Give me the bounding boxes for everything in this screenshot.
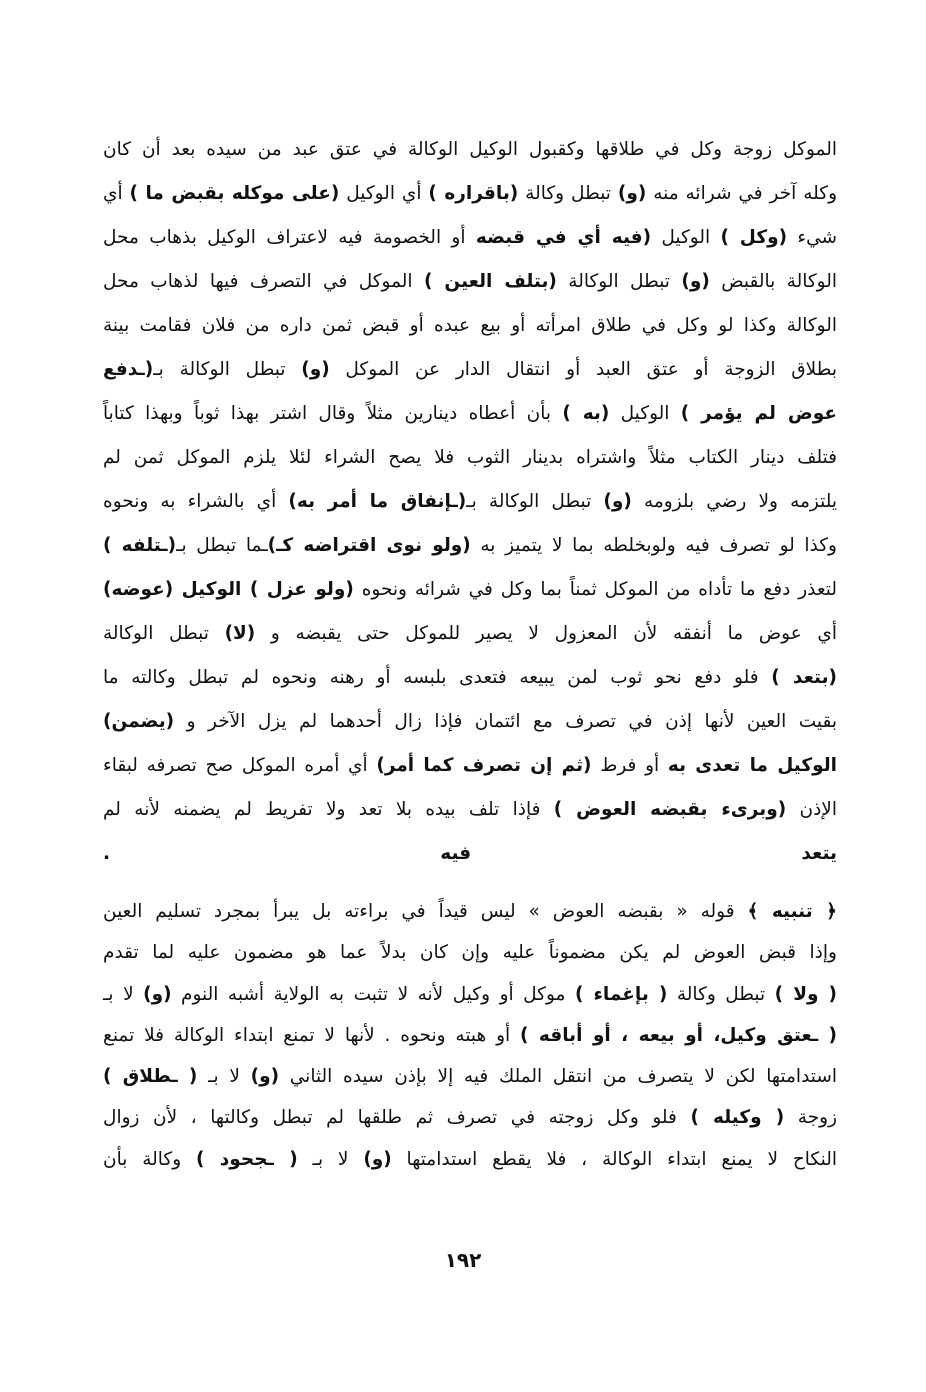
bold-matn-text: (و): [301, 359, 330, 380]
bold-matn-text: (على موكله بقبض ما ): [129, 183, 340, 204]
bold-matn-text: ( ـعتق وكيل، أو بيعه ، أو أباقه ): [520, 1024, 838, 1046]
page-number: ١٩٢: [444, 1248, 482, 1272]
text-line: [103, 974, 837, 1015]
commentary-text: لا بـ: [297, 1148, 364, 1170]
text-line: [103, 1056, 837, 1097]
bold-matn-text: (ـإنفاق ما أمر به): [288, 491, 467, 512]
commentary-text: أو هبته ونحوه . لأنها لا تمنع ابتداء الوكالة فلا تمنع: [103, 1024, 521, 1046]
bold-matn-text: ( وكيله ): [690, 1107, 785, 1129]
commentary-text: تبطل الوكالة: [556, 271, 682, 292]
bold-matn-text: (و): [603, 491, 632, 512]
commentary-text: تبطل الوكالة بـ: [466, 491, 604, 512]
text-line: [103, 1015, 837, 1056]
commentary-text: يلتزمه ولا رضي بلزومه: [631, 491, 837, 512]
commentary-text: فتلف دينار الكتاب مثلاً واشتراه بدينار الثوب فلا يصح الشراء لئلا يلزم الموكل ثمن لم: [103, 447, 837, 468]
commentary-text: أو فرط: [591, 755, 668, 776]
text-line: [103, 524, 837, 568]
commentary-text: الوكالة بالقبض: [709, 271, 837, 292]
commentary-text: النكاح لا يمنع ابتداء الوكالة ، فلا يقطع استدامتها: [391, 1148, 837, 1170]
commentary-text: أي عوض ما أنفقه لأن المعزول لا يصير للموكل حتى يقبضه و: [255, 623, 838, 644]
text-line: [103, 436, 837, 480]
commentary-text: تبطل وكالة: [667, 983, 775, 1005]
commentary-text: الوكيل: [609, 403, 681, 424]
text-line: [103, 700, 837, 744]
bold-matn-text: (ولو عزل ) الوكيل (عوضه): [103, 579, 354, 600]
bold-matn-text: الوكيل ما تعدى به: [667, 755, 837, 776]
bold-matn-text: ( بإغماء ): [574, 983, 668, 1005]
commentary-text: وكله آخر في شرائه منه: [646, 183, 838, 204]
commentary-text: أو الخصومة فيه لاعتراف الوكيل بذهاب محل: [103, 227, 476, 248]
commentary-text: استدامتها لكن لا يتصرف من انتقل الملك فيه إلا بإذن سيده الثاني: [279, 1066, 838, 1088]
bold-matn-text: يتعد فيه .: [103, 843, 837, 864]
bold-matn-text: (وكل ): [720, 227, 788, 248]
commentary-text: الإذن: [786, 799, 837, 820]
bold-matn-text: (ـدفع: [103, 359, 154, 380]
commentary-text: ـما تبطل بـ: [176, 535, 268, 556]
text-line: [103, 128, 837, 172]
text-line: [103, 744, 837, 788]
commentary-text: الوكيل: [651, 227, 721, 248]
commentary-text: لا بـ: [197, 1066, 251, 1088]
text-line: [103, 172, 837, 216]
paragraph-note: [103, 891, 837, 1180]
text-line: [103, 656, 837, 700]
commentary-text: قوله « بقبضه العوض » ليس قيداً في براءته بل يبرأ بمجرد تسليم العين: [103, 901, 748, 922]
text-line: [103, 568, 837, 612]
commentary-text: تبطل الوكالة بـ: [153, 359, 302, 380]
commentary-text: موكل أو وكيل لأنه لا تثبت به الولاية أشبه النوم: [171, 983, 575, 1005]
bold-matn-text: (و): [681, 271, 710, 292]
text-line: [103, 260, 837, 304]
commentary-text: لا بـ: [103, 983, 144, 1005]
bold-matn-text: ﴿ تنبيه ﴾: [747, 901, 837, 922]
commentary-text: شيء: [787, 227, 837, 248]
commentary-text: أي: [103, 183, 130, 204]
text-line: [103, 612, 837, 656]
commentary-text: فإذا تلف بيده بلا تعد ولا تفريط لم يضمنه لأنه لم: [103, 799, 554, 820]
text-line: [103, 891, 837, 932]
commentary-text: فلو دفع نحو ثوب لمن يبيعه فتعدى بلبسه أو رهنه ونحوه لم تبطل وكالته ما: [103, 667, 772, 688]
bold-matn-text: (به ): [562, 403, 610, 424]
bold-matn-text: (و): [143, 983, 172, 1005]
bold-matn-text: عوض لم يؤمر ): [680, 403, 837, 424]
commentary-text: أي بالشراء به ونحوه: [103, 491, 289, 512]
bold-matn-text: ( ولا ): [774, 983, 837, 1005]
text-line: [103, 392, 837, 436]
commentary-text: بطلاق الزوجة أو عتق العبد أو انتقال الدار عن الموكل: [329, 359, 837, 380]
commentary-text: تبطل وكالة: [518, 183, 618, 204]
commentary-text: بأن أعطاه دينارين مثلاً وقال اشتر بهذا ثوباً وبهذا كتاباً: [103, 403, 563, 424]
commentary-text: وإذا قبض العوض لم يكن مضموناً عليه وإن كان بدلاً عما هو مضمون عليه لما تقدم: [103, 942, 837, 964]
text-line: [103, 480, 837, 524]
commentary-text: الموكل زوجة وكل في طلاقها وكقبول الوكيل الوكالة في عتق عبد من سيده بعد أن كان: [103, 139, 837, 160]
text-line: [103, 932, 837, 973]
commentary-text: الموكل في التصرف فيها لذهاب محل: [103, 271, 424, 292]
commentary-text: بقيت العين لأنها إذن في تصرف مع ائتمان فإذا زال أحدهما لم يزل الآخر و: [174, 711, 837, 732]
bold-matn-text: (فيه أي في قبضه: [475, 227, 652, 248]
text-line: [103, 832, 837, 876]
bold-matn-text: (و): [617, 183, 647, 204]
bold-matn-text: (و): [250, 1066, 280, 1088]
bold-matn-text: (بتعد ): [771, 667, 837, 688]
commentary-text: تبطل الوكالة: [103, 623, 225, 644]
commentary-text: وكذا لو تصرف فيه ولوبخلطه بما لا يتميز به: [470, 535, 837, 556]
bold-matn-text: (ثم إن تصرف كما أمر): [376, 755, 592, 776]
bold-matn-text: ( ـجحود ): [195, 1148, 298, 1170]
commentary-text: فلو وكل زوجته في تصرف ثم طلقها لم تبطل وكالتها ، لأن زوال: [103, 1107, 691, 1129]
bold-matn-text: ( ـطلاق ): [103, 1066, 198, 1088]
bold-matn-text: (باقراره ): [428, 183, 519, 204]
bold-matn-text: (لا): [224, 623, 256, 644]
bold-matn-text: (ـتلفه ): [103, 535, 177, 556]
text-line: [103, 1097, 837, 1138]
text-line: [103, 304, 837, 348]
bold-matn-text: (بتلف العين ): [424, 271, 557, 292]
text-line: [103, 216, 837, 260]
commentary-text: أي أمره الموكل صح تصرفه لبقاء: [103, 755, 377, 776]
text-line: [103, 788, 837, 832]
bold-matn-text: (وبرىء بقبضه العوض ): [553, 799, 787, 820]
paragraph-main-text: [103, 128, 837, 876]
commentary-text: الوكالة وكذا لو وكل في طلاق امرأته أو بيع عبده أو قبض ثمن داره من فلان فقامت بينة: [103, 315, 837, 336]
commentary-text: لتعذر دفع ما تأداه من الموكل ثمناً بما وكل في شرائه ونحوه: [353, 579, 837, 600]
text-line: [103, 1139, 837, 1180]
text-line: [103, 348, 837, 392]
commentary-text: زوجة: [784, 1107, 838, 1129]
bold-matn-text: (يضمن): [103, 711, 175, 732]
commentary-text: أي الوكيل: [339, 183, 429, 204]
commentary-text: وكالة بأن: [103, 1148, 196, 1170]
bold-matn-text: (و): [363, 1148, 392, 1170]
bold-matn-text: (ولو نوى اقتراضه كـ): [267, 535, 471, 556]
